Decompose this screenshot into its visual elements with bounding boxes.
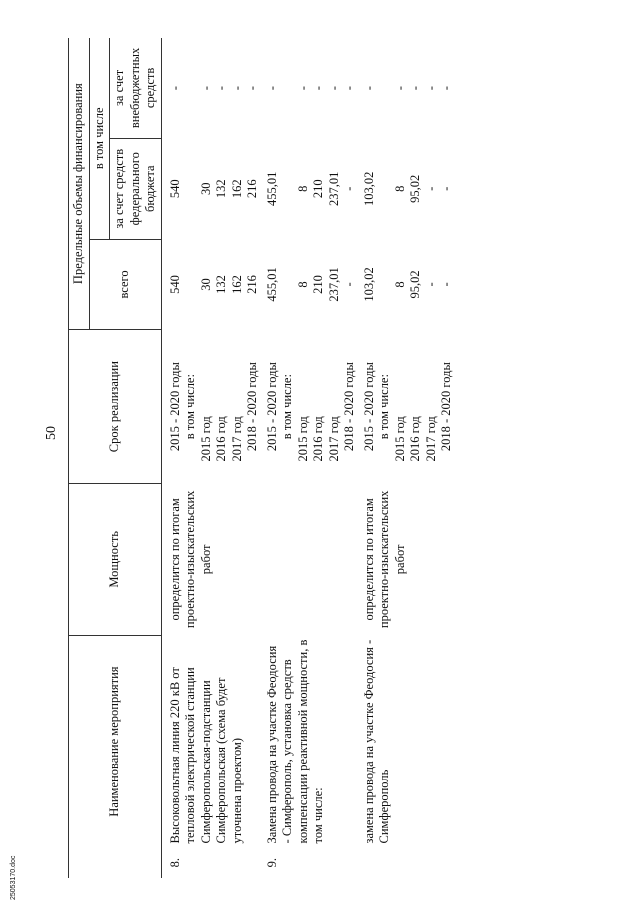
header-total: всего: [89, 239, 161, 330]
page-number: 50: [44, 426, 59, 440]
federal-cell: 162: [229, 179, 244, 199]
federal-cell: 30: [198, 182, 213, 195]
total-cell: 103,02: [361, 267, 376, 302]
federal-cell: [183, 138, 199, 239]
federal-cell: 8: [392, 185, 407, 192]
header-power: Мощность: [69, 483, 162, 635]
federal-cell: -: [423, 186, 438, 191]
term-cell: в том числе:: [377, 374, 391, 440]
total-cell: 216: [245, 275, 259, 294]
term-cell: 2017 год: [229, 416, 244, 462]
federal-cell: -: [342, 186, 356, 191]
extra-cell: -: [326, 86, 341, 91]
term-cell: 2015 - 2020 годы: [167, 362, 182, 452]
extra-cell: -: [311, 86, 325, 91]
term-cell: 2015 год: [295, 416, 310, 462]
table-row: [168, 38, 184, 878]
header-extra: за счет внебюджетных средств: [110, 38, 162, 138]
federal-cell: 132: [214, 179, 228, 199]
term-cell: 2015 - 2020 годы: [361, 362, 376, 452]
federal-cell: 210: [311, 179, 325, 199]
extra-cell: [377, 38, 393, 138]
header-limits: Предельные объемы финансирования: [69, 38, 90, 330]
table-row: [362, 38, 378, 878]
extra-cell: -: [264, 86, 279, 91]
total-cell: [280, 239, 296, 330]
measure-name: замена провода на участке Феодосия - Симферополь: [361, 639, 391, 844]
extra-cell: [280, 38, 296, 138]
measure-power: [265, 483, 358, 635]
spacer-cell: [455, 38, 459, 878]
header-incl: в том числе: [89, 38, 110, 239]
federal-cell: 237,01: [326, 171, 341, 206]
term-cell: 2017 год: [423, 416, 438, 462]
extra-cell: -: [408, 86, 422, 91]
total-cell: 30: [198, 278, 213, 291]
extra-cell: -: [439, 86, 453, 91]
term-cell: 2015 год: [198, 416, 213, 462]
term-cell: 2016 год: [311, 416, 325, 462]
term-cell: в том числе:: [280, 374, 294, 440]
total-cell: 210: [311, 275, 325, 294]
federal-cell: 216: [245, 179, 259, 199]
total-cell: -: [439, 282, 453, 287]
total-cell: [377, 239, 393, 330]
measure-power: определится по итогам проектно-изыскательских работ: [361, 490, 407, 629]
extra-cell: -: [342, 86, 356, 91]
table-row: [265, 38, 281, 878]
financing-table: [68, 38, 459, 878]
extra-cell: [183, 38, 199, 138]
term-cell: 2015 год: [392, 416, 407, 462]
total-cell: 8: [295, 281, 310, 288]
header-num: [69, 847, 162, 878]
federal-cell: 540: [167, 179, 182, 199]
term-cell: 2015 - 2020 годы: [264, 362, 279, 452]
row-number: 8.: [167, 858, 182, 868]
term-cell: в том числе:: [183, 374, 197, 440]
federal-cell: 95,02: [408, 174, 422, 203]
term-cell: 2017 год: [326, 416, 341, 462]
federal-cell: -: [439, 186, 453, 191]
document-id: 25053170.doc: [10, 855, 17, 900]
extra-cell: -: [295, 86, 310, 91]
federal-cell: [377, 138, 393, 239]
total-cell: 8: [392, 281, 407, 288]
total-cell: -: [342, 282, 356, 287]
total-cell: 132: [214, 275, 228, 294]
extra-cell: -: [392, 86, 407, 91]
row-number: 9.: [264, 858, 279, 868]
term-cell: 2018 - 2020 годы: [342, 362, 356, 452]
extra-cell: -: [423, 86, 438, 91]
federal-cell: 455,01: [264, 171, 279, 206]
total-cell: 540: [167, 275, 182, 294]
total-cell: 95,02: [408, 270, 422, 299]
extra-cell: -: [198, 86, 213, 91]
term-cell: 2018 - 2020 годы: [245, 362, 259, 452]
total-cell: -: [423, 282, 438, 287]
federal-cell: 8: [295, 185, 310, 192]
extra-cell: -: [214, 86, 228, 91]
rotated-page: [68, 38, 624, 878]
total-cell: 455,01: [264, 267, 279, 302]
term-cell: 2018 - 2020 годы: [439, 362, 453, 452]
extra-cell: -: [361, 86, 376, 91]
federal-cell: [280, 138, 296, 239]
term-cell: 2016 год: [214, 416, 228, 462]
row-number: [362, 847, 455, 878]
header-federal: за счет средств федерального бюджета: [110, 138, 162, 239]
total-cell: [183, 239, 199, 330]
measure-power: определится по итогам проектно-изыскательских работ: [167, 490, 213, 629]
term-cell: 2016 год: [408, 416, 422, 462]
measure-name: Замена провода на участке Феодосия - Симферополь, установка средств компенсации реактивной мощности, в том числе:: [264, 639, 325, 844]
extra-cell: -: [167, 86, 182, 91]
total-cell: 237,01: [326, 267, 341, 302]
total-cell: 162: [229, 275, 244, 294]
table-body: [168, 38, 459, 878]
row-spacer: [455, 38, 459, 878]
extra-cell: -: [245, 86, 259, 91]
header-term: Срок реализации: [69, 330, 162, 484]
header-name: Наименование мероприятия: [69, 635, 162, 847]
measure-name: Высоковольтная линия 220 кВ от тепловой электрической станции Симферопольская-подстанции Симферопольская (схема будет уточнена проектом): [167, 667, 244, 844]
federal-cell: 103,02: [361, 171, 376, 206]
extra-cell: -: [229, 86, 244, 91]
